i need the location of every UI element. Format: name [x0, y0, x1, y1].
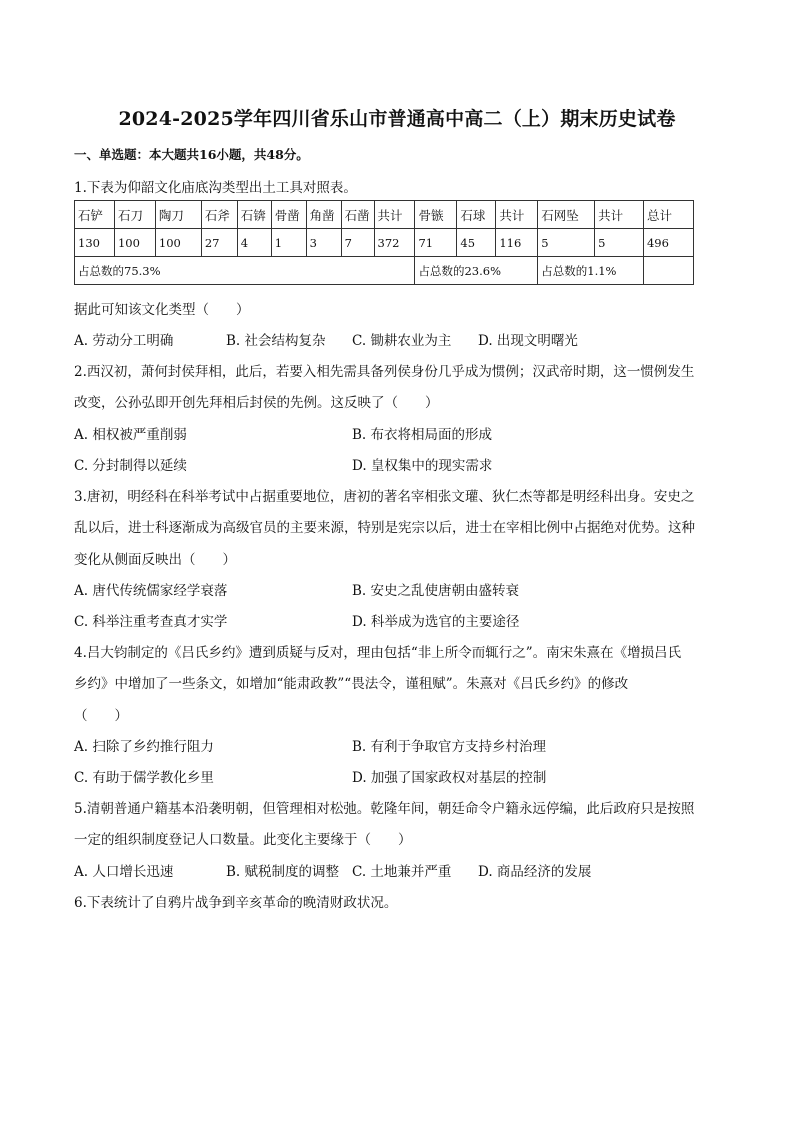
section-heading: 一、单选题：本大题共16小题，共48分。 — [74, 147, 309, 162]
q4-option-c[interactable]: C. 有助于儒学教化乡里 — [74, 770, 214, 786]
q2-option-a[interactable]: A. 相权被严重削弱 — [74, 427, 187, 443]
table-header-cell: 共计 — [374, 201, 415, 229]
table-cell: 100 — [155, 229, 201, 257]
percent-cell: 占总数的23.6% — [415, 257, 538, 285]
q5-stem-line: 5.清朝普通户籍基本沿袭明朝，但管理相对松弛。乾隆年间，朝廷命令户籍永远停编，此后政府只是按照 — [74, 801, 695, 817]
table-header-cell: 石球 — [457, 201, 496, 229]
q2-stem-line: 改变，公孙弘即开创先拜相后封侯的先例。这反映了（ ） — [74, 395, 439, 411]
table-cell: 5 — [595, 229, 644, 257]
q1-option-c[interactable]: C. 锄耕农业为主 — [352, 333, 452, 349]
q5-option-c[interactable]: C. 土地兼并严重 — [352, 864, 452, 880]
q1-option-b[interactable]: B. 社会结构复杂 — [226, 333, 326, 349]
q2-option-b[interactable]: B. 布衣将相局面的形成 — [352, 427, 493, 443]
q3-option-b[interactable]: B. 安史之乱使唐朝由盛转衰 — [352, 583, 520, 599]
table-header-cell: 石斧 — [201, 201, 237, 229]
q4-option-b[interactable]: B. 有利于争取官方支持乡村治理 — [352, 739, 547, 755]
q4-option-d[interactable]: D. 加强了国家政权对基层的控制 — [352, 770, 547, 786]
table-row — [75, 229, 694, 257]
table-header-cell: 石刀 — [114, 201, 155, 229]
table-header-cell: 总计 — [643, 201, 693, 229]
q1-question: 据此可知该文化类型（ ） — [74, 302, 250, 318]
q1-option-a[interactable]: A. 劳动分工明确 — [74, 333, 174, 349]
q3-option-a[interactable]: A. 唐代传统儒家经学衰落 — [74, 583, 228, 599]
table-cell: 100 — [114, 229, 155, 257]
table-header-cell: 石铲 — [75, 201, 115, 229]
table-cell: 372 — [374, 229, 415, 257]
table-cell: 1 — [271, 229, 306, 257]
q2-option-c[interactable]: C. 分封制得以延续 — [74, 458, 187, 474]
q6-stem: 6.下表统计了自鸦片战争到辛亥革命的晚清财政状况。 — [74, 895, 398, 911]
table-cell: 45 — [457, 229, 496, 257]
table-header-cell: 陶刀 — [155, 201, 201, 229]
q1-option-d[interactable]: D. 出现文明曙光 — [478, 333, 578, 349]
table-header-cell: 角凿 — [306, 201, 341, 229]
q5-option-d[interactable]: D. 商品经济的发展 — [478, 864, 592, 880]
percent-cell: 占总数的75.3% — [75, 257, 415, 285]
percent-cell: 占总数的1.1% — [538, 257, 644, 285]
q4-stem-line: 乡约》中增加了一些条文，如增加“能肃政教”“畏法令，谨租赋”。朱熹对《吕氏乡约》的修改 — [74, 676, 629, 692]
table-cell: 7 — [341, 229, 374, 257]
q2-stem-line: 2.西汉初，萧何封侯拜相，此后，若要入相先需具备列侯身份几乎成为惯例；汉武帝时期，这一惯例发生 — [74, 364, 695, 380]
table-header-row — [75, 201, 694, 229]
q3-stem-line: 变化从侧面反映出（ ） — [74, 552, 236, 568]
table-cell: 116 — [496, 229, 538, 257]
q2-option-d[interactable]: D. 皇权集中的现实需求 — [352, 458, 493, 474]
table-cell: 3 — [306, 229, 341, 257]
table-cell: 5 — [538, 229, 595, 257]
table-cell: 130 — [75, 229, 115, 257]
tools-table — [74, 200, 694, 285]
table-header-cell: 石网坠 — [538, 201, 595, 229]
exam-title: 2024-2025学年四川省乐山市普通高中高二（上）期末历史试卷 — [118, 108, 676, 130]
q3-option-c[interactable]: C. 科举注重考查真才实学 — [74, 614, 228, 630]
q4-stem-line: （ ） — [74, 708, 128, 724]
table-row — [75, 257, 694, 285]
table-cell: 4 — [237, 229, 271, 257]
table-cell: 496 — [643, 229, 693, 257]
empty-cell — [643, 257, 693, 285]
q4-option-a[interactable]: A. 扫除了乡约推行阻力 — [74, 739, 214, 755]
table-header-cell: 骨镞 — [415, 201, 457, 229]
q5-option-a[interactable]: A. 人口增长迅速 — [74, 864, 174, 880]
table-header-cell: 共计 — [595, 201, 644, 229]
q5-stem-line: 一定的组织制度登记人口数量。此变化主要缘于（ ） — [74, 832, 412, 848]
table-header-cell: 共计 — [496, 201, 538, 229]
q3-option-d[interactable]: D. 科举成为选官的主要途径 — [352, 614, 520, 630]
q4-stem-line: 4.吕大钧制定的《吕氏乡约》遭到质疑与反对，理由包括“非上所令而辄行之”。南宋朱熹在《增损吕氏 — [74, 645, 682, 661]
table-header-cell: 骨凿 — [271, 201, 306, 229]
q3-stem-line: 3.唐初，明经科在科举考试中占据重要地位，唐初的著名宰相张文瓘、狄仁杰等都是明经科出身。安史之 — [74, 489, 695, 505]
table-cell: 27 — [201, 229, 237, 257]
table-header-cell: 石凿 — [341, 201, 374, 229]
table-header-cell: 石锛 — [237, 201, 271, 229]
q1-stem: 1.下表为仰韶文化庙底沟类型出土工具对照表。 — [74, 180, 357, 196]
q3-stem-line: 乱以后，进士科逐渐成为高级官员的主要来源，特别是宪宗以后，进士在宰相比例中占据绝对优势。这种 — [74, 520, 695, 536]
table-cell: 71 — [415, 229, 457, 257]
q5-option-b[interactable]: B. 赋税制度的调整 — [226, 864, 340, 880]
